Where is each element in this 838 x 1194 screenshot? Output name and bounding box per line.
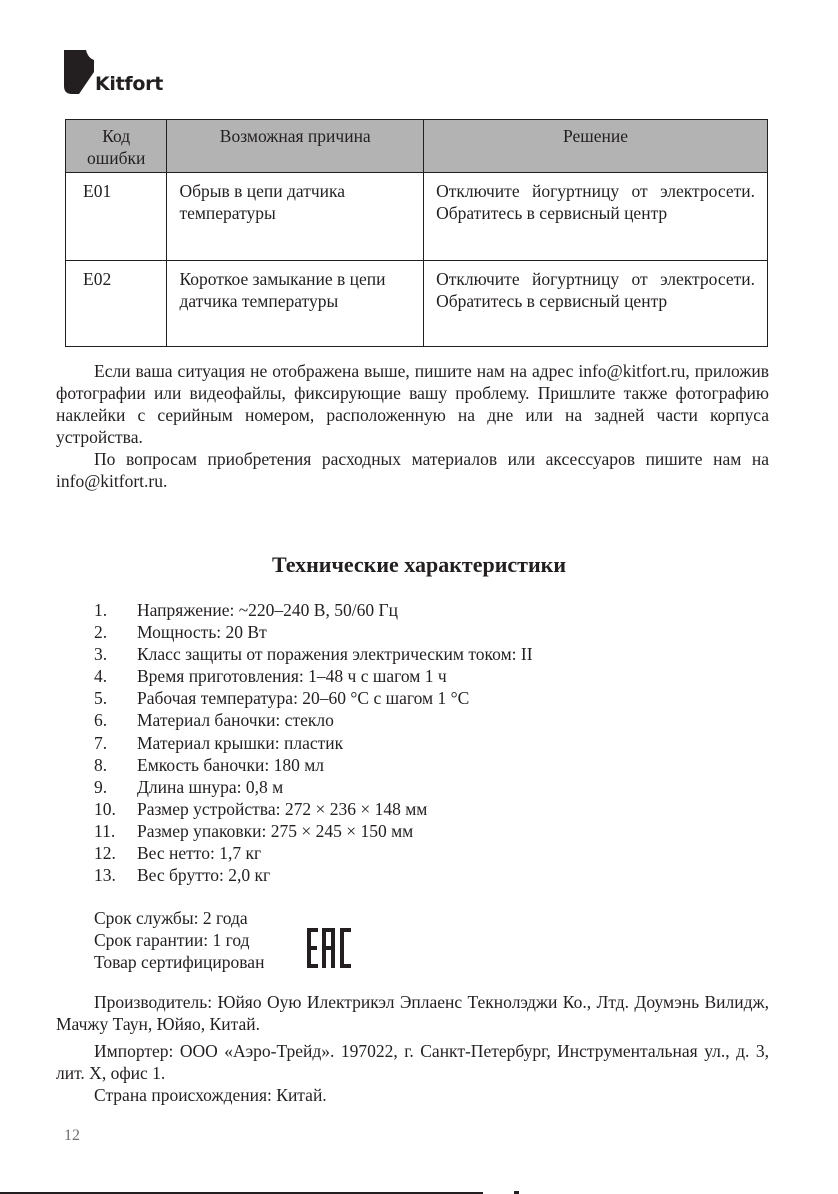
item-number: 12.	[94, 843, 116, 864]
page-number: 12	[64, 1127, 80, 1144]
item-text: Напряжение: ~220–240 В, 50/60 Гц	[137, 600, 398, 620]
warranty-period: Срок гарантии: 1 год	[94, 930, 250, 951]
item-number: 7.	[94, 732, 108, 753]
kitfort-logo	[64, 50, 204, 102]
item-text: Время приготовления: 1–48 ч с шагом 1 ч	[137, 666, 447, 687]
error-code-cell: E02	[66, 261, 167, 347]
item-number: 1.	[94, 600, 108, 620]
item-text: Емкость баночки: 180 мл	[137, 754, 325, 775]
item-text: Рабочая температура: 20–60 °С с шагом 1 °С	[137, 688, 470, 709]
item-number: 10.	[94, 798, 116, 819]
list-item	[94, 842, 533, 864]
item-number: 2.	[94, 622, 108, 643]
table-header-row	[66, 120, 768, 173]
contact-paragraph: Если ваша ситуация не отображена выше, пишите нам на адрес info@kitfort.ru, приложив фотографии или видеофайлы, фиксирующие вашу проблему. Пришлите также фотографию наклейки с серийным номером, расположенную на дне или на задней части корпуса устройства.	[56, 361, 769, 447]
service-info	[94, 907, 264, 973]
certified-label: Товар сертифицирован	[94, 952, 265, 973]
logo-text: Kitfort	[95, 73, 163, 95]
list-item	[94, 621, 533, 643]
item-number: 3.	[94, 644, 108, 665]
specs-title: Технические характеристики	[271, 552, 567, 577]
item-text: Материал крышки: пластик	[137, 732, 344, 753]
error-cause-cell: Короткое замыкание в цепи датчика температуры	[167, 261, 424, 347]
header-code: Код ошибки	[66, 120, 167, 173]
list-item	[94, 643, 533, 665]
error-code-cell: E01	[66, 173, 167, 261]
list-item	[94, 709, 533, 731]
list-item	[94, 599, 533, 621]
item-number: 8.	[94, 754, 108, 775]
header-solution: Решение	[424, 120, 768, 173]
item-text: Класс защиты от поражения электрическим током: II	[137, 644, 533, 665]
specs-list	[94, 599, 533, 886]
error-codes-table	[65, 119, 768, 347]
item-number: 9.	[94, 776, 108, 797]
item-text: Материал баночки: стекло	[137, 710, 334, 731]
item-number: 5.	[94, 688, 108, 709]
item-number: 11.	[94, 820, 116, 841]
list-item	[94, 776, 533, 798]
importer-paragraph: Импортер: ООО «Аэро-Трейд». 197022, г. Санкт-Петербург, Инструментальная ул., д. 3, лит. Х, офис 1.	[56, 1041, 769, 1083]
origin-paragraph: Страна происхождения: Китай.	[94, 1085, 327, 1105]
list-item	[94, 864, 533, 886]
item-text: Размер устройства: 272 × 236 × 148 мм	[137, 798, 428, 819]
error-cause-cell: Обрыв в цепи датчика температуры	[167, 173, 424, 261]
item-text: Длина шнура: 0,8 м	[137, 776, 284, 797]
item-text: Вес нетто: 1,7 кг	[137, 843, 262, 864]
table-row	[66, 173, 768, 261]
kitfort-logo-icon	[64, 50, 94, 94]
header-cause: Возможная причина	[167, 120, 424, 173]
list-item	[94, 687, 533, 709]
item-text: Мощность: 20 Вт	[137, 622, 267, 643]
error-solution-cell: Отключите йогуртницу от электросети. Обратитесь в сервисный центр	[424, 261, 768, 347]
item-text: Размер упаковки: 275 × 245 × 150 мм	[137, 820, 414, 841]
error-solution-cell: Отключите йогуртницу от электросети. Обратитесь в сервисный центр	[424, 173, 768, 261]
eac-certification-icon	[307, 928, 351, 968]
table-row	[66, 261, 768, 347]
item-number: 13.	[94, 865, 116, 886]
service-life: Срок службы: 2 года	[94, 908, 248, 928]
list-item	[94, 820, 533, 842]
item-number: 4.	[94, 666, 108, 687]
item-number: 6.	[94, 710, 108, 731]
list-item	[94, 754, 533, 776]
list-item	[94, 732, 533, 754]
manufacturer-paragraph: Производитель: Юйяо Оую Илектрикэл Эплаенс Текнолэджи Ко., Лтд. Доумэнь Вилидж, Мачжу Таун, Юйяо, Китай.	[56, 992, 769, 1034]
item-text: Вес брутто: 2,0 кг	[137, 865, 271, 886]
list-item	[94, 665, 533, 687]
list-item	[94, 798, 533, 820]
accessories-paragraph: По вопросам приобретения расходных материалов или аксессуаров пишите нам на info@kitfort.ru.	[56, 449, 769, 491]
